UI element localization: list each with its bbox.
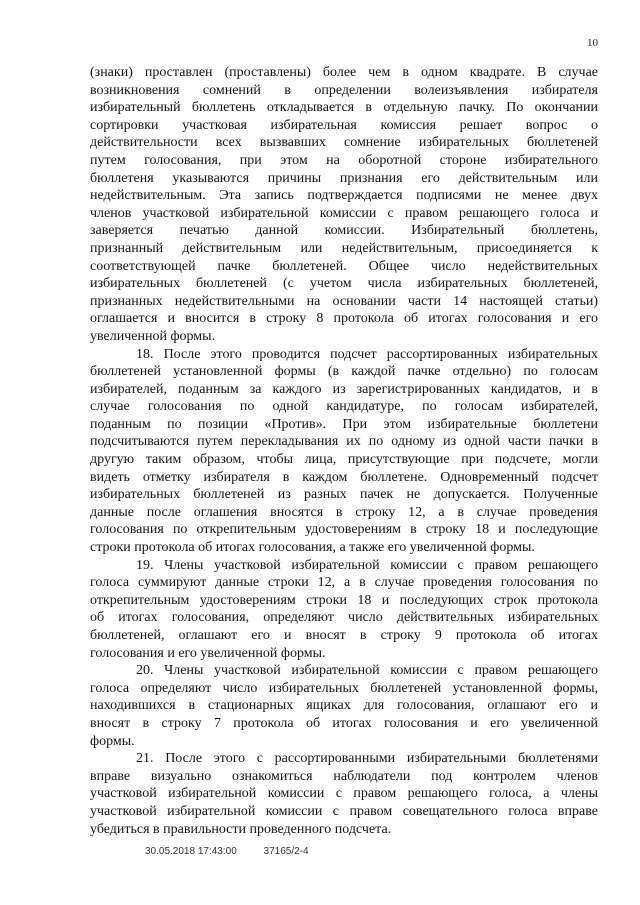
text-line: (знаки) проставлен (проставлены) более чем в одном квадрате. В случае <box>90 65 598 80</box>
text-line: заверяется печатью данной комиссии. Избирательный бюллетень, <box>90 223 598 239</box>
text-line: избирательных бюллетеней (с учетом числа избирательных бюллетеней, <box>90 276 598 292</box>
text-line: избирательный бюллетень откладывается в отдельную пачку. По окончании <box>90 100 598 116</box>
text-line: соответствующей пачке бюллетеней. Общее число недействительных <box>90 258 598 274</box>
paragraph-18 <box>90 346 598 557</box>
text-line: голосования и его увеличенной формы. <box>90 645 326 661</box>
text-line: действительности всех вызвавших сомнение избирательных бюллетеней <box>90 135 598 151</box>
text-line: вносят в строку 7 протокола об итогах голосования и его увеличенной <box>90 715 598 731</box>
text-line: сортировки участковая избирательная комиссия решает вопрос о <box>90 117 598 133</box>
text-line: членов участковой избирательной комиссии с правом решающего голоса и <box>90 205 598 221</box>
text-line: голоса определяют число избирательных бюллетеней установленной формы, <box>90 680 598 696</box>
text-line: бюллетеней, оглашают его и вносят в строку 9 протокола об итогах <box>90 628 598 643</box>
text-line: другую таким образом, чтобы лица, присутствующие при подсчете, могли <box>90 452 598 468</box>
text-line: признанных недействительными на основании части 14 настоящей статьи) <box>90 293 598 309</box>
text-line: видеть отметку избирателя в каждом бюллетене. Одновременный подсчет <box>90 469 598 485</box>
document-footer <box>145 846 309 857</box>
text-line: случае голосования по одной кандидатуре, по голосам избирателей, <box>90 399 598 415</box>
text-line: бюллетеней установленной формы (в каждой пачке отдельно) по голосам <box>90 364 598 380</box>
text-line: вправе визуально ознакомиться наблюдатели под контролем членов <box>90 768 598 784</box>
footer-timestamp: 30.05.2018 17:43:00 <box>145 846 237 857</box>
text-line: участковой избирательной комиссии с правом решающего голоса, а члены <box>90 786 598 802</box>
text-line: формы. <box>90 733 135 749</box>
text-line: возникновения сомнений в определении волеизъявления избирателя <box>90 82 598 98</box>
text-line: подсчитываются путем перекладывания их по одному из одной части пачки в <box>90 434 598 450</box>
text-line: путем голосования, при этом на оборотной стороне избирательного <box>90 152 598 168</box>
paragraph-20 <box>90 662 598 750</box>
page-number: 10 <box>587 37 598 49</box>
paragraph-continuation <box>90 64 598 346</box>
text-line: убедиться в правильности проведенного подсчета. <box>90 821 392 837</box>
text-line: открепительным удостоверениям строки 18 и последующих строк протокола <box>90 592 598 608</box>
text-line: строки протокола об итогах голосования, а также его увеличенной формы. <box>90 540 535 556</box>
text-line: бюллетеня указываются причины признания его действительным или <box>90 170 598 186</box>
text-line: участковой избирательной комиссии с правом совещательного голоса вправе <box>90 803 598 819</box>
text-line: недействительным. Эта запись подтверждается подписями не менее двух <box>90 188 598 204</box>
document-body <box>90 64 598 838</box>
text-line: об итогах голосования, определяют число действительных избирательных <box>90 610 598 626</box>
text-line: данные после оглашения вносятся в строку 12, а в случае проведения <box>90 504 598 520</box>
text-line: 19. Члены участковой избирательной комиссии с правом решающего <box>136 557 598 573</box>
footer-doc-code: 37165/2-4 <box>263 846 309 857</box>
text-line: 21. После этого с рассортированными избирательными бюллетенями <box>136 751 598 767</box>
text-line: 20. Члены участковой избирательной комиссии с правом решающего <box>136 663 598 679</box>
text-line: голосования по открепительным удостоверениям в строку 18 и последующие <box>90 522 598 538</box>
text-line: увеличенной формы. <box>90 328 216 344</box>
text-line: избирательных бюллетеней из разных пачек не допускается. Полученные <box>90 487 598 503</box>
text-line: признанный действительным или недействительным, присоединяется к <box>90 240 598 256</box>
paragraph-19 <box>90 557 598 663</box>
text-line: оглашается и вносится в строку 8 протокола об итогах голосования и его <box>90 311 598 327</box>
text-line: поданным по позиции «Против». При этом избирательные бюллетени <box>90 416 598 432</box>
text-line: голоса суммируют данные строки 12, а в случае проведения голосования по <box>90 575 598 591</box>
text-line: избирателей, поданным за каждого из зарегистрированных кандидатов, и в <box>90 381 598 397</box>
paragraph-21 <box>90 750 598 838</box>
text-line: 18. После этого проводится подсчет рассортированных избирательных <box>136 346 598 362</box>
text-line: находившихся в стационарных ящиках для голосования, оглашают его и <box>90 698 598 714</box>
